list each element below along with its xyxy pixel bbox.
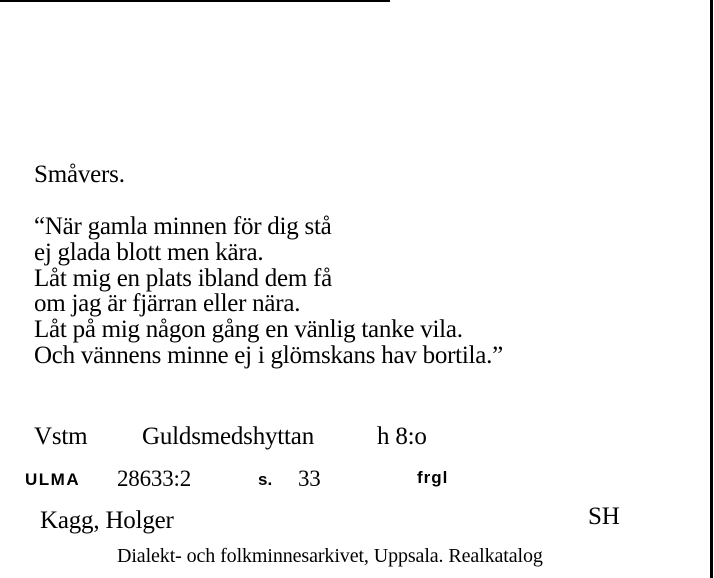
poem-line: ej glada blott men kära. xyxy=(34,238,264,266)
footer-text: Dialekt- och folkminnesarkivet, Uppsala. Realkatalog xyxy=(117,545,543,567)
poem-line: Låt på mig någon gång en vänlig tanke vila. xyxy=(34,316,463,344)
top-border-line xyxy=(0,0,390,2)
poem-text xyxy=(34,214,503,369)
accession-number: 28633:2 xyxy=(117,466,191,491)
poem-line: Låt mig en plats ibland dem få xyxy=(34,264,332,292)
province-label: Vstm xyxy=(34,423,88,450)
poem-line: om jag är fjärran eller nära. xyxy=(34,290,301,318)
category-code: frgl xyxy=(417,468,449,487)
page-number: 33 xyxy=(298,466,321,491)
archive-code: ULMA xyxy=(25,470,81,489)
right-border-line xyxy=(710,0,713,578)
informant-name: Kagg, Holger xyxy=(40,507,174,534)
hundred-label: h 8:o xyxy=(377,423,427,450)
poem-line: “När gamla minnen för dig stå xyxy=(34,213,332,240)
recorder-initials: SH xyxy=(588,503,620,530)
poem-line: Och vännens minne ej i glömskans hav bortila.” xyxy=(34,341,503,369)
parish-label: Guldsmedshyttan xyxy=(142,423,314,450)
page-prefix: s. xyxy=(258,470,273,489)
card-title: Småvers. xyxy=(34,161,125,188)
